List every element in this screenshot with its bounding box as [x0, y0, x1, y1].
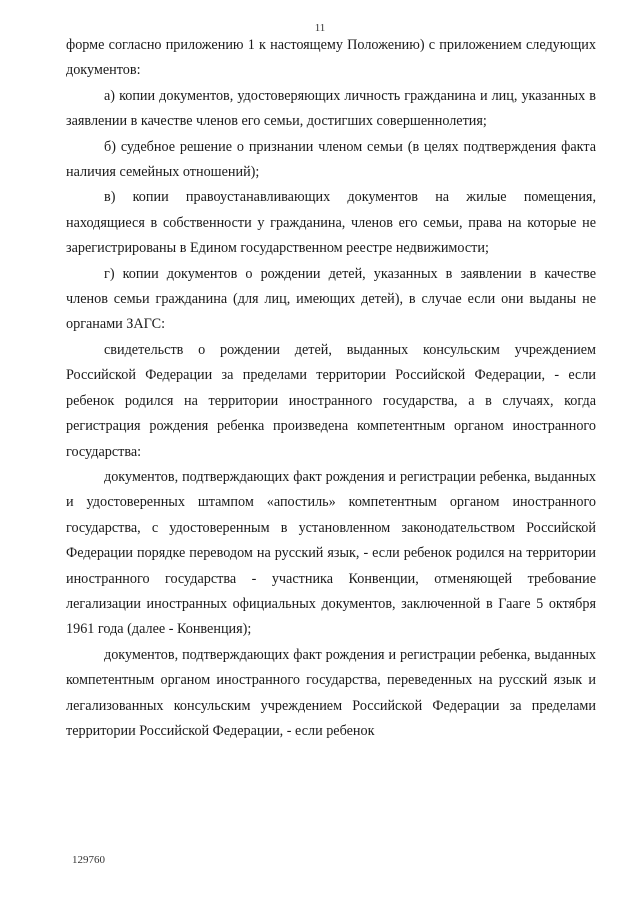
- paragraph-item-a: а) копии документов, удостоверяющих личность гражданина и лиц, указанных в заявлении в качестве членов его семьи, достигших совершеннолетия;: [66, 87, 596, 130]
- document-body: [66, 33, 596, 744]
- paragraph-continuation: форме согласно приложению 1 к настоящему Положению) с приложением следующих документов:: [66, 37, 596, 79]
- page-number: 11: [314, 22, 326, 34]
- paragraph-apostille-documents: документов, подтверждающих факт рождения и регистрации ребенка, выданных и удостоверенных штампом «апостиль» компетентным органом иностранного государства, с удостоверенным в установленном законодательством Российской Федерации порядке переводом на русский язык, - если ребенок родился на территории иностранного государства - участника Конвенции, отменяющей требование легализации иностранных официальных документов, заключенной в Гааге 5 октября 1961 года (далее - Конвенция);: [66, 468, 596, 638]
- paragraph-item-v: в) копии правоустанавливающих документов на жилые помещения, находящиеся в собственности у гражданина, членов его семьи, права на которые не зарегистрированы в Едином государственном реестре недвижимости;: [66, 189, 596, 257]
- document-code: 129760: [72, 854, 105, 866]
- paragraph-legalized-documents: документов, подтверждающих факт рождения и регистрации ребенка, выданных компетентным органом иностранного государства, переведенных на русский язык и легализованных консульским учреждением Российской Федерации за пределами территории Российской Федерации, - если ребенок: [66, 646, 596, 739]
- paragraph-item-b: б) судебное решение о признании членом семьи (в целях подтверждения факта наличия семейных отношений);: [66, 138, 596, 181]
- paragraph-birth-certificates: свидетельств о рождении детей, выданных консульским учреждением Российской Федерации за пределами территории Российской Федерации, - если ребенок родился на территории иностранного государства, а в случаях, когда регистрация рождения ребенка произведена компетентным органом иностранного государства:: [66, 341, 596, 460]
- paragraph-item-g: г) копии документов о рождении детей, указанных в заявлении в качестве членов семьи гражданина (для лиц, имеющих детей), в случае если они выданы не органами ЗАГС:: [66, 265, 596, 333]
